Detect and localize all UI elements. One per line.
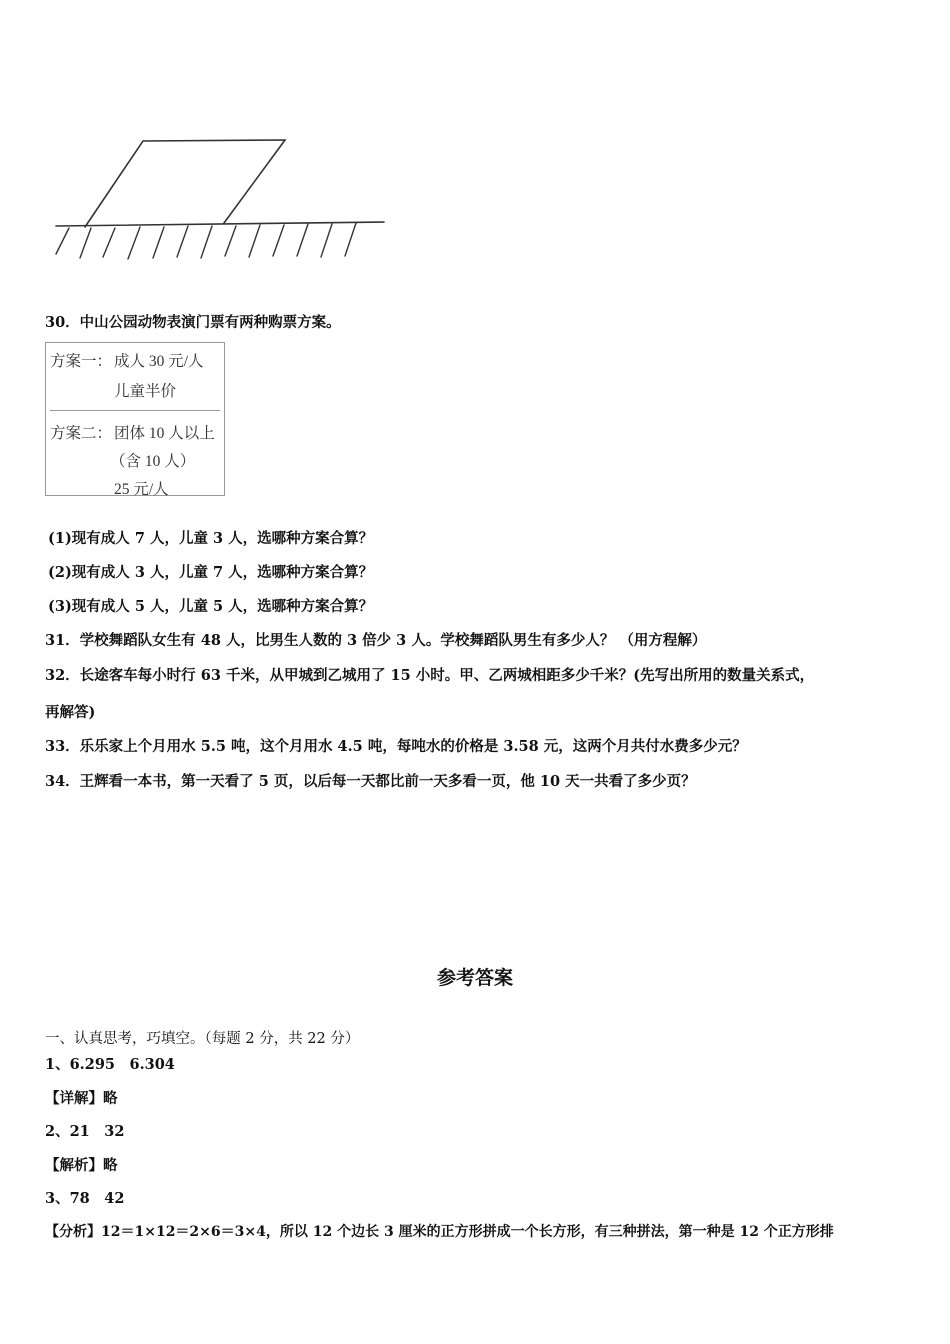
question-32-line-1: 32．长途客车每小时行 63 千米，从甲城到乙城用了 15 小时。甲、乙两城相距多少千米？(先写出所用的数量关系式， — [45, 667, 815, 684]
answer-1: 1、6.295 6.304 — [45, 1056, 175, 1073]
answers-title: 参考答案 — [436, 967, 513, 989]
question-34: 34．王辉看一本书，第一天看了 5 页，以后每一天都比前一天多看一页，他 10 天一共看了多少页？ — [45, 773, 696, 790]
question-31: 31．学校舞蹈队女生有 48 人，比男生人数的 3 倍少 3 人。学校舞蹈队男生有多少人？ （用方程解） — [45, 632, 707, 649]
question-30-sub-3: (3)现有成人 5 人，儿童 5 人，选哪种方案合算？ — [48, 598, 374, 615]
plan-one-child-price: 儿童半价 — [114, 383, 177, 400]
question-32-line-2: 再解答) — [45, 704, 96, 721]
ground-hatching — [56, 223, 356, 259]
plan-divider — [50, 410, 220, 411]
plan-two-price: 25 元/人 — [114, 481, 169, 498]
answer-2: 2、21 32 — [45, 1123, 125, 1140]
plan-two-label: 方案二： — [50, 425, 113, 442]
ground-line — [56, 222, 384, 226]
answer-2-explanation: 【解析】略 — [45, 1157, 118, 1174]
question-30-sub-1: (1)现有成人 7 人，儿童 3 人，选哪种方案合算？ — [48, 530, 374, 547]
parallelogram-shape — [85, 140, 285, 227]
answer-3: 3、78 42 — [45, 1190, 125, 1207]
answer-3-analysis: 【分析】12＝1×12＝2×6＝3×4，所以 12 个边长 3 厘米的正方形拼成一个长方形，有三种拼法，第一种是 12 个正方形排 — [45, 1224, 834, 1240]
parallelogram-figure — [40, 130, 400, 270]
question-33: 33．乐乐家上个月用水 5.5 吨，这个月用水 4.5 吨，每吨水的价格是 3.58 元，这两个月共付水费多少元？ — [45, 738, 747, 755]
plan-one-label: 方案一： — [50, 353, 113, 370]
answer-1-explanation: 【详解】略 — [45, 1090, 118, 1107]
plan-one-adult-price: 成人 30 元/人 — [114, 353, 204, 370]
answers-section-1-heading: 一、认真思考，巧填空。（每题 2 分，共 22 分） — [45, 1031, 360, 1047]
question-30: 30．中山公园动物表演门票有两种购票方案。 — [45, 314, 341, 331]
plan-two-inclusive: （含 10 人） — [110, 453, 196, 470]
question-30-sub-2: (2)现有成人 3 人，儿童 7 人，选哪种方案合算？ — [48, 564, 374, 581]
ticket-plan-box — [45, 342, 225, 496]
plan-two-condition: 团体 10 人以上 — [114, 425, 215, 442]
